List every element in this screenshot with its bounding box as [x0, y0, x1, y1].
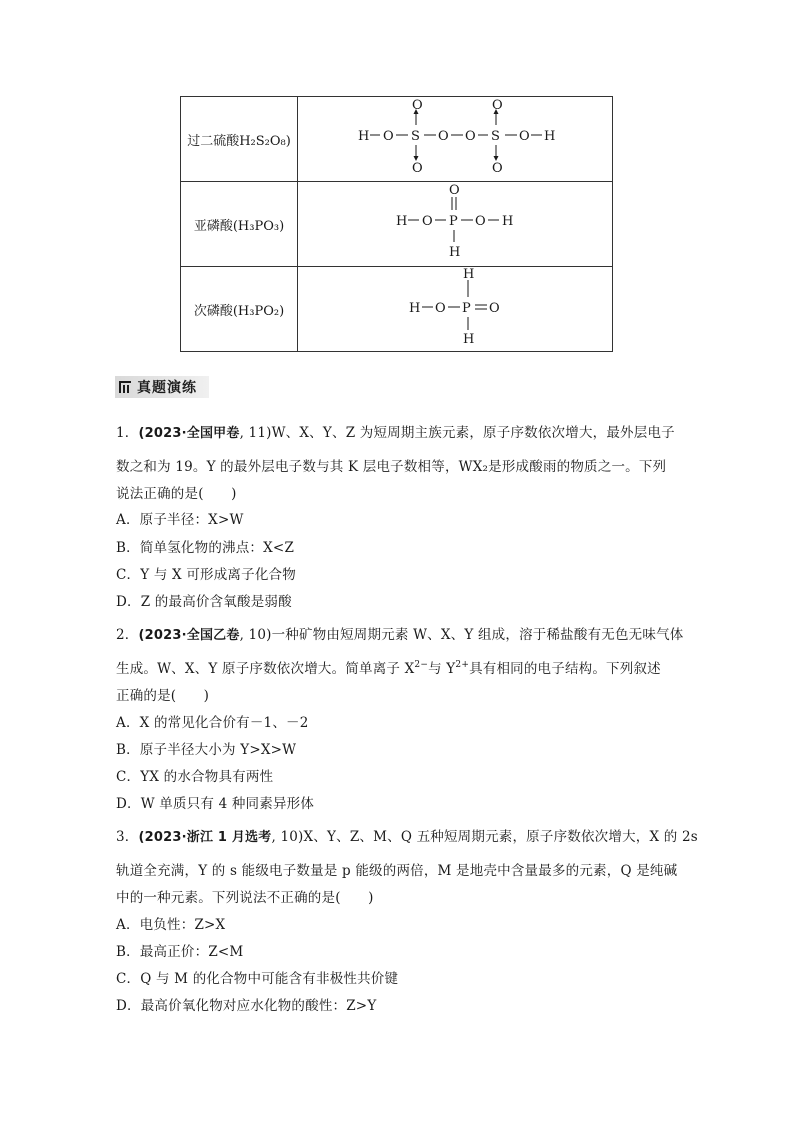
atom-o: O [412, 161, 423, 176]
question-3-line-3: 中的一种元素。下列说法不正确的是( ) [116, 890, 374, 906]
section-heading [115, 376, 209, 398]
atom-o: O [435, 301, 446, 316]
option-a: A．原子半径：X>W [116, 512, 244, 528]
structure-table [180, 96, 613, 352]
table-row [181, 182, 613, 267]
question-3-line-2: 轨道全充满，Y 的 s 能级电子数量是 p 能级的两倍，M 是地壳中含量最多的元素，Q 是纯碱 [116, 863, 678, 879]
question-2-line-1: 2．(2023·全国乙卷, 10)一种矿物由短周期元素 W、X、Y 组成，溶于稀盐酸有无色无味气体 [116, 627, 684, 643]
question-source: (2023·全国甲卷 [138, 426, 240, 441]
section-marker-icon [119, 381, 131, 393]
question-2-line-3: 正确的是( ) [116, 688, 210, 704]
option-c: C．Y 与 X 可形成离子化合物 [116, 567, 296, 583]
question-2-line-2: 生成。W、X、Y 原子序数依次增大。简单离子 $X^{2-}$与 $Y^{2+}$具有相同的电子结构。下列叙述 [116, 660, 661, 677]
atom-h: H [358, 129, 370, 144]
atom-s: S [491, 129, 500, 144]
hypophosphorous-acid-structure [298, 267, 612, 351]
atom-h: H [544, 129, 556, 144]
atom-o: O [438, 129, 449, 144]
atom-p: P [449, 214, 458, 229]
option-a: A．X 的常见化合价有－1、－2 [116, 715, 309, 731]
atom-o: O [383, 129, 394, 144]
structural-formula [298, 267, 613, 352]
option-d: D．W 单质只有 4 种同素异形体 [116, 796, 315, 812]
atom-o: O [475, 214, 486, 229]
option-c: C．Q 与 M 的化合物中可能含有非极性共价键 [116, 971, 399, 987]
atom-h: H [396, 214, 408, 229]
option-c: C．YX 的水合物具有两性 [116, 769, 274, 785]
option-b: B．原子半径大小为 Y>X>W [116, 742, 297, 758]
phosphorous-acid-structure [298, 182, 612, 266]
atom-h: H [502, 214, 514, 229]
atom-o: O [489, 301, 500, 316]
atom-o: O [492, 98, 503, 113]
atom-o: O [412, 98, 423, 113]
acid-name: 过二硫酸H₂S₂O₈) [181, 97, 298, 182]
table-row [181, 267, 613, 352]
atom-h: H [463, 332, 475, 347]
atom-p: P [462, 301, 471, 316]
question-1-line-3: 说法正确的是( ) [116, 486, 237, 502]
atom-h: H [409, 301, 421, 316]
structural-formula [298, 182, 613, 267]
acid-name: 亚磷酸(H₃PO₃) [181, 182, 298, 267]
atom-o: O [519, 129, 530, 144]
option-b: B．最高正价：Z<M [116, 944, 244, 960]
atom-h: H [449, 245, 461, 260]
question-3-line-1: 3．(2023·浙江 1 月选考, 10)X、Y、Z、M、Q 五种短周期元素，原子序数依次增大，X 的 2s [116, 829, 698, 845]
atom-o: O [465, 129, 476, 144]
question-source: (2023·全国乙卷 [138, 628, 240, 643]
structural-formula [298, 97, 613, 182]
table-row [181, 97, 613, 182]
question-1-line-1: 1．(2023·全国甲卷, 11)W、X、Y、Z 为短周期主族元素，原子序数依次增大，最外层电子 [116, 425, 675, 441]
atom-h: H [463, 267, 475, 282]
option-a: A．电负性：Z>X [116, 917, 226, 933]
question-source: (2023·浙江 1 月选考 [138, 830, 272, 845]
section-title: 真题演练 [137, 380, 197, 396]
option-d: D．最高价氧化物对应水化物的酸性：Z>Y [116, 998, 377, 1014]
atom-o: O [422, 214, 433, 229]
atom-s: S [411, 129, 420, 144]
question-1-line-2: 数之和为 19。Y 的最外层电子数与其 K 层电子数相等，WX₂是形成酸雨的物质之一。下列 [116, 459, 667, 475]
atom-o: O [449, 183, 460, 198]
peroxodisulfuric-acid-structure [298, 97, 612, 181]
atom-o: O [492, 161, 503, 176]
option-b: B．简单氢化物的沸点：X<Z [116, 540, 295, 556]
option-d: D．Z 的最高价含氧酸是弱酸 [116, 594, 292, 610]
acid-name: 次磷酸(H₃PO₂) [181, 267, 298, 352]
